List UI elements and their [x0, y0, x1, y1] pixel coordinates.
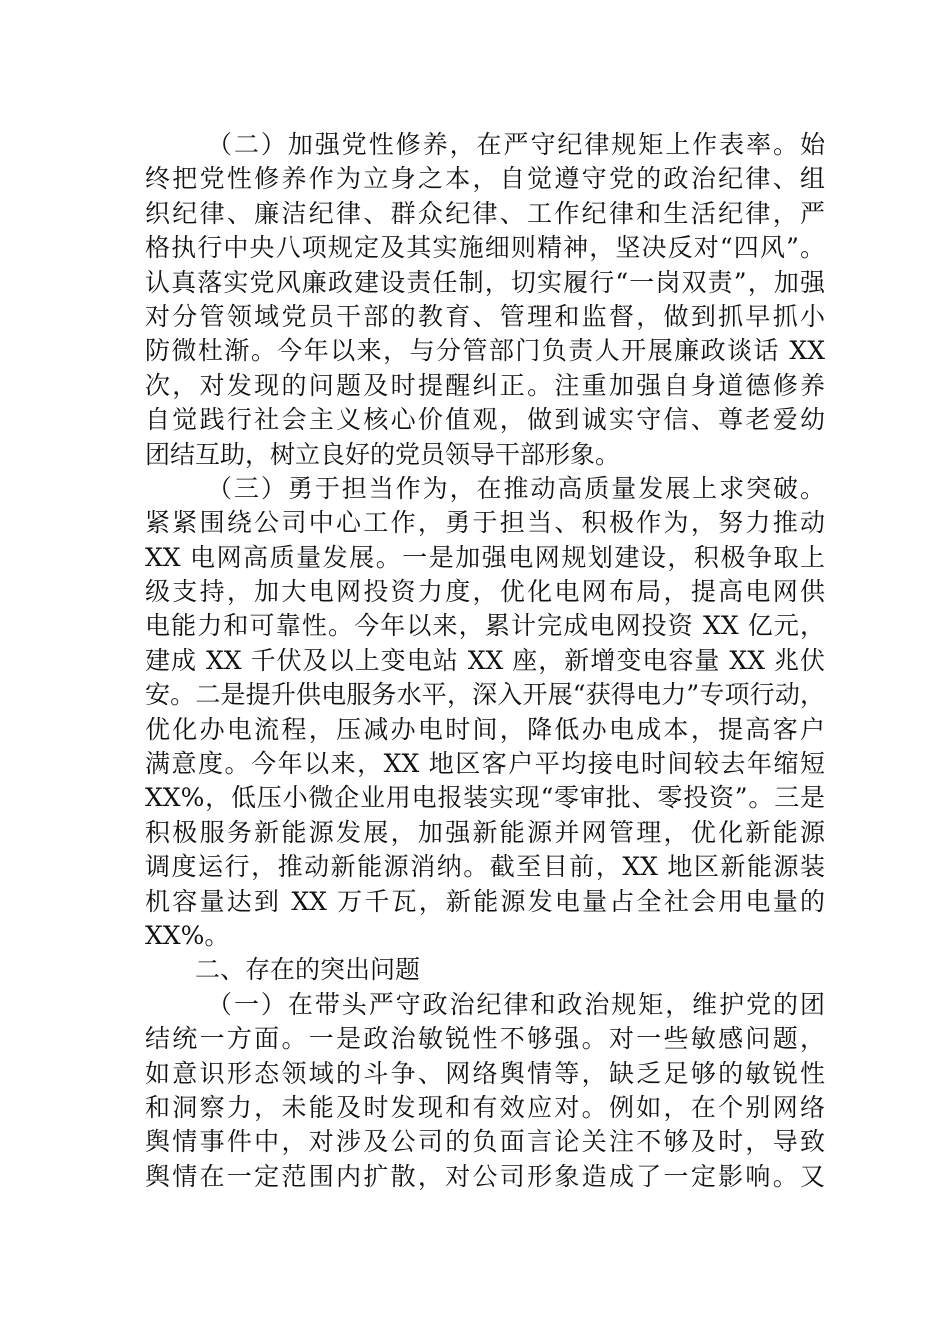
paragraph-3-line-3: XX 电网高质量发展。一是加强电网规划建设，积极争取上 — [145, 542, 825, 572]
paragraph-2-line-2: 终把党性修养作为立身之本，自觉遵守党的政治纪律、组 — [145, 164, 825, 194]
paragraph-3-line-10: XX%，低压小微企业用电报装实现“零审批、零投资”。三是 — [145, 783, 825, 813]
paragraph-4-line-3: 如意识形态领域的斗争、网络舆情等，缺乏足够的敏锐性 — [145, 1058, 825, 1088]
paragraph-3-line-13: 机容量达到 XX 万千瓦，新能源发电量占全社会用电量的 — [145, 886, 825, 916]
paragraph-2-line-3: 织纪律、廉洁纪律、群众纪律、工作纪律和生活纪律，严 — [145, 198, 825, 228]
paragraph-2-line-4: 格执行中央八项规定及其实施细则精神，坚决反对“四风”。 — [145, 233, 825, 263]
paragraph-3-line-1: （三）勇于担当作为，在推动高质量发展上求突破。 — [207, 473, 825, 503]
paragraph-3-line-2: 紧紧围绕公司中心工作，勇于担当、积极作为，努力推动 — [145, 508, 825, 538]
paragraph-2-line-9: 自觉践行社会主义核心价值观，做到诚实守信、尊老爱幼 — [145, 405, 825, 435]
paragraph-4-line-6: 舆情在一定范围内扩散，对公司形象造成了一定影响。又 — [145, 1161, 825, 1191]
paragraph-2-line-7: 防微杜渐。今年以来，与分管部门负责人开展廉政谈话 XX — [145, 336, 825, 366]
section-heading: 二、存在的突出问题 — [195, 955, 421, 985]
paragraph-3-line-12: 调度运行，推动新能源消纳。截至目前，XX 地区新能源装 — [145, 852, 825, 882]
paragraph-2-line-1: （二）加强党性修养，在严守纪律规矩上作表率。始 — [207, 130, 825, 159]
paragraph-3-line-4: 级支持，加大电网投资力度，优化电网布局，提高电网供 — [145, 577, 825, 607]
paragraph-2-line-6: 对分管领域党员干部的教育、管理和监督，做到抓早抓小 — [145, 301, 825, 331]
document-body — [145, 128, 825, 1194]
paragraph-4-line-5: 舆情事件中，对涉及公司的负面言论关注不够及时，导致 — [145, 1127, 825, 1157]
paragraph-3-line-6: 建成 XX 千伏及以上变电站 XX 座，新增变电容量 XX 兆伏 — [145, 645, 825, 675]
paragraph-4-line-1: （一）在带头严守政治纪律和政治规矩，维护党的团 — [207, 989, 825, 1019]
paragraph-2-line-5: 认真落实党风廉政建设责任制，切实履行“一岗双责”，加强 — [145, 267, 825, 297]
paragraph-3-line-9: 满意度。今年以来，XX 地区客户平均接电时间较去年缩短 — [145, 749, 825, 779]
paragraph-2-line-8: 次，对发现的问题及时提醒纠正。注重加强自身道德修养 — [145, 370, 825, 400]
paragraph-4-line-2: 结统一方面。一是政治敏锐性不够强。对一些敏感问题， — [145, 1024, 825, 1054]
paragraph-2-line-10: 团结互助，树立良好的党员领导干部形象。 — [145, 439, 621, 469]
paragraph-4-line-4: 和洞察力，未能及时发现和有效应对。例如，在个别网络 — [145, 1092, 825, 1122]
paragraph-3-line-7: 安。二是提升供电服务水平，深入开展“获得电力”专项行动， — [145, 680, 825, 710]
paragraph-3-line-11: 积极服务新能源发展，加强新能源并网管理，优化新能源 — [145, 817, 825, 847]
paragraph-3-line-5: 电能力和可靠性。今年以来，累计完成电网投资 XX 亿元， — [145, 611, 825, 641]
paragraph-3-line-8: 优化办电流程，压减办电时间，降低办电成本，提高客户 — [145, 714, 825, 744]
paragraph-3-line-14: XX%。 — [145, 920, 230, 950]
